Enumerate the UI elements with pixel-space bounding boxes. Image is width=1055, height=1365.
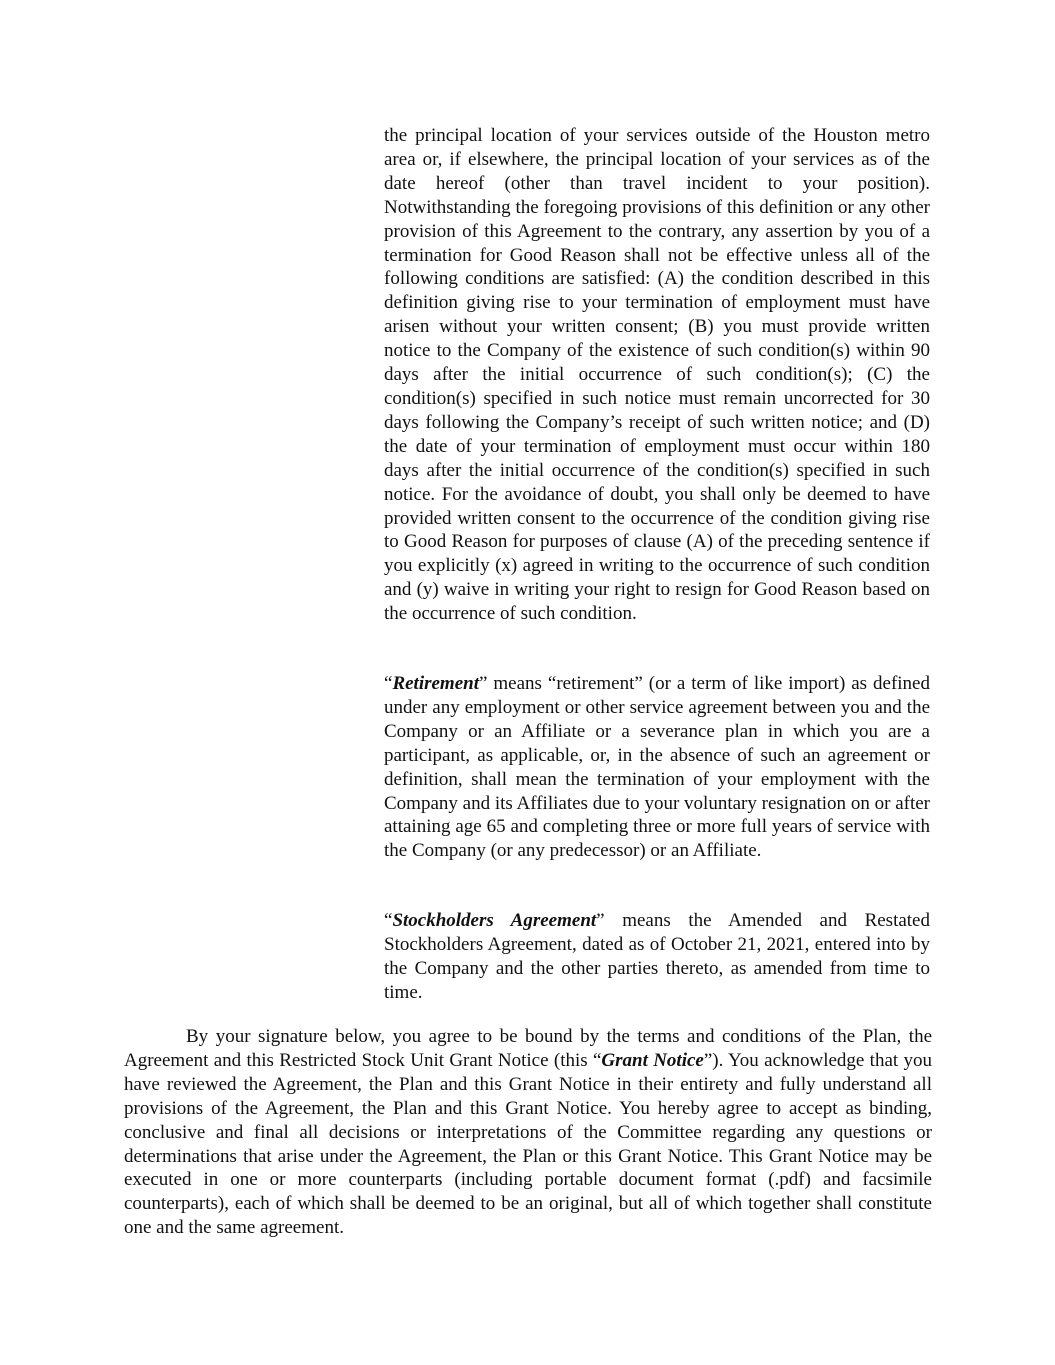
stockholders-agreement-term: Stockholders Agreement xyxy=(392,910,597,931)
good-reason-text: the principal location of your services outside of the Houston metro area or, if elsewhere, the principal location of your services as of the date hereof (other than travel incident to your position). Notwithstanding the foregoing provisions of this definition or any other provision of this Agreement to the contrary, any assertion by you of a termination for Good Reason shall not be effective unless all of the following conditions are satisfied: (A) the condition described in this definition giving rise to your termination of employment must have arisen without your written consent; (B) you must provide written notice to the Company of the existence of such condition(s) within 90 days after the initial occurrence of such condition(s); (C) the condition(s) specified in such notice must remain uncorrected for 30 days following the Company’s receipt of such written notice; and (D) the date of your termination of employment must occur within 180 days after the initial occurrence of the condition(s) specified in such notice. For the avoidance of doubt, you shall only be deemed to have provided written consent to the occurrence of the condition giving rise to Good Reason for purposes of clause (A) of the preceding sentence if you explicitly (x) agreed in writing to the occurrence of such condition and (y) waive in writing your right to resign for Good Reason based on the occurrence of such condition. xyxy=(384,125,930,625)
signature-text-before-term: By your signature below, you agree to be bound by the terms and conditions of the Plan, the Agreement and this Restricted Stock Unit Grant Notice (this “ xyxy=(124,1026,932,1071)
retirement-term: Retirement xyxy=(392,673,479,694)
stockholders-close-quote: ” xyxy=(596,910,605,931)
stockholders-agreement-text: means the Amended and Restated Stockholders Agreement, dated as of October 21, 2021, entered into by the Company and the other parties thereto, as amended from time to time. xyxy=(384,910,930,1003)
stockholders-agreement-paragraph xyxy=(384,909,930,1005)
grant-notice-term: Grant Notice xyxy=(601,1049,704,1071)
good-reason-definition-continuation xyxy=(384,124,930,626)
signature-text-after-term: ”). You acknowledge that you have reviewed the Agreement, the Plan and this Grant Notice in their entirety and fully understand all provisions of the Agreement, the Plan and this Grant Notice. You hereby agree to accept as binding, conclusive and final all decisions or interpretations of the Committee regarding any questions or determinations that arise under the Agreement, the Plan or this Grant Notice. This Grant Notice may be executed in one or more counterparts (including portable document format (.pdf) and facsimile counterparts), each of which shall be deemed to be an original, but all of which together shall constitute one and the same agreement. xyxy=(124,1049,933,1239)
retirement-text: means “retirement” (or a term of like import) as defined under any employment or other service agreement between you and the Company or an Affiliate or a severance plan in which you are a participant, as applicable, or, in the absence of such an agreement or definition, shall mean the termination of your employment with the Company and its Affiliates due to your voluntary resignation on or after attaining age 65 and completing three or more full years of service with the Company (or any predecessor) or an Affiliate. xyxy=(384,673,930,862)
signature-acknowledgement-paragraph xyxy=(124,1025,932,1240)
stockholders-agreement-definition xyxy=(384,909,930,1005)
retirement-open-quote: “ xyxy=(384,673,393,694)
retirement-close-quote: ” xyxy=(479,673,488,694)
retirement-paragraph xyxy=(384,672,930,863)
retirement-definition xyxy=(384,672,930,863)
stockholders-open-quote: “ xyxy=(384,910,393,931)
